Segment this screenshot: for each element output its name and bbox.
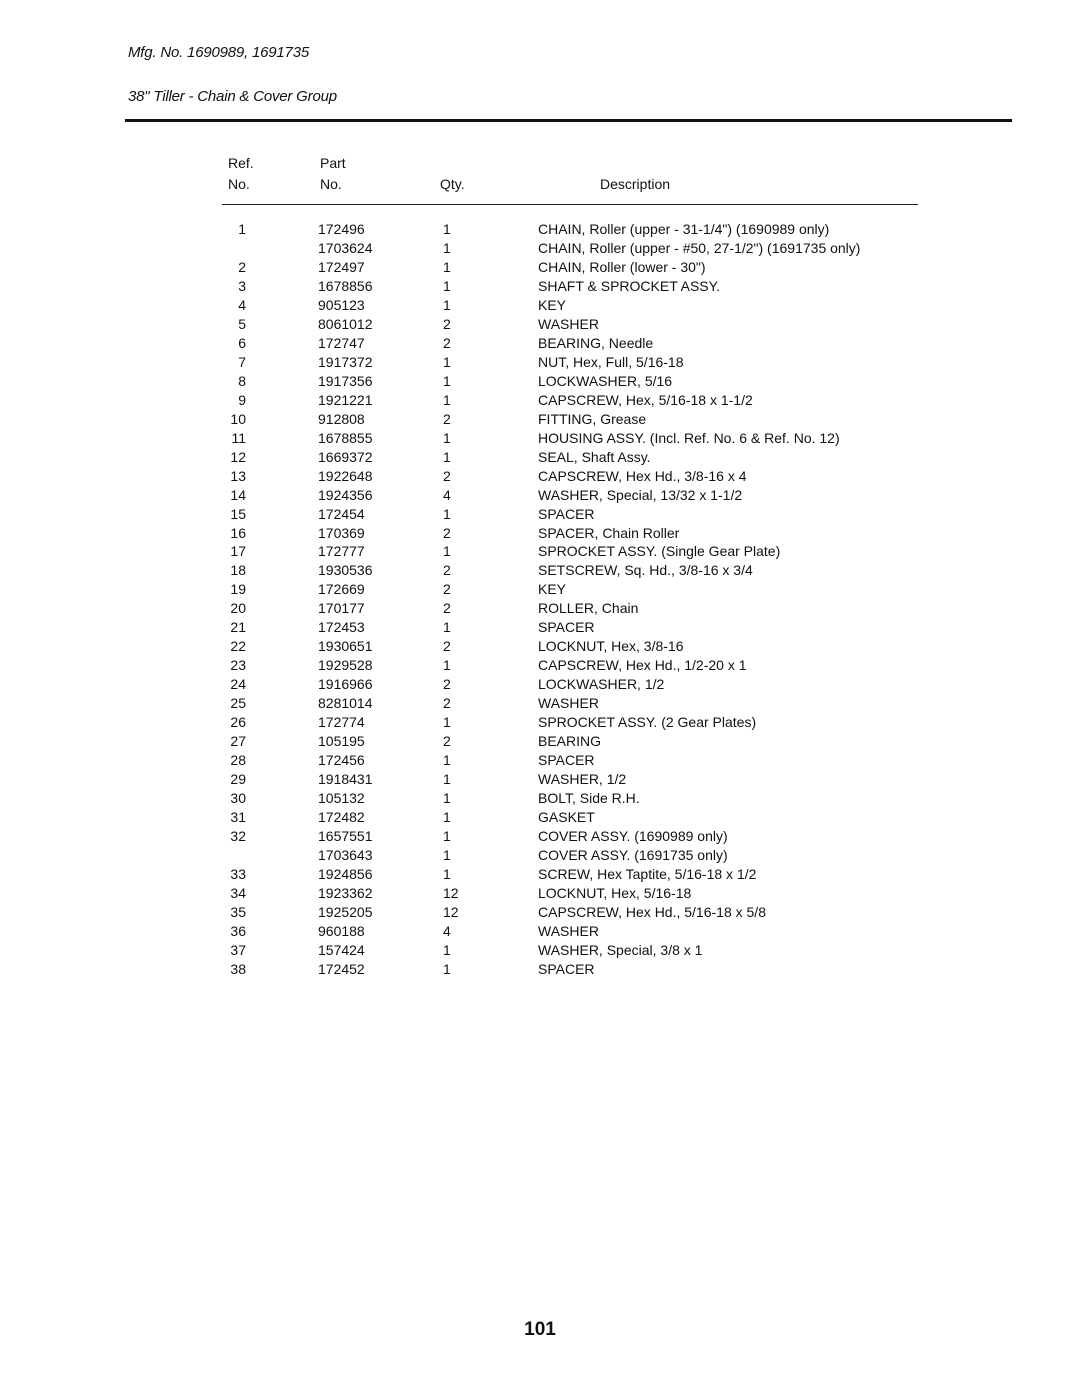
part-number-cell: 172747 <box>318 334 365 351</box>
part-number-cell: 1916966 <box>318 676 373 693</box>
part-number-cell: 172456 <box>318 752 365 769</box>
ref-cell: 15 <box>230 505 246 522</box>
qty-cell: 2 <box>443 334 451 351</box>
ref-cell: 26 <box>230 714 246 731</box>
col-description-label: Description <box>600 176 671 192</box>
header-rule <box>125 119 1012 122</box>
description-cell: SHAFT & SPROCKET ASSY. <box>538 277 721 294</box>
qty-cell: 1 <box>443 752 451 769</box>
description-cell: CHAIN, Roller (upper - 31-1/4") (1690989 only) <box>538 221 830 237</box>
qty-cell: 1 <box>443 372 451 389</box>
ref-cell: 20 <box>230 600 246 617</box>
description-cell: CAPSCREW, Hex Hd., 1/2-20 x 1 <box>538 657 747 674</box>
part-number-cell: 105195 <box>318 733 365 750</box>
table-row <box>0 372 1080 391</box>
table-row <box>0 486 1080 505</box>
part-number-cell: 172482 <box>318 809 365 826</box>
ref-cell: 21 <box>230 619 246 636</box>
qty-cell: 1 <box>443 505 451 522</box>
part-number-cell: 172669 <box>318 581 365 598</box>
qty-cell: 4 <box>443 486 451 503</box>
col-qty-label: Qty. <box>440 176 465 192</box>
ref-cell: 16 <box>230 524 246 541</box>
part-number-cell: 1657551 <box>318 828 373 845</box>
ref-cell: 7 <box>238 353 246 370</box>
part-number-cell: 1703643 <box>318 847 373 863</box>
ref-cell: 8 <box>238 372 246 389</box>
ref-cell: 36 <box>230 922 246 939</box>
qty-cell: 1 <box>443 771 451 788</box>
table-row <box>0 941 1080 960</box>
qty-cell: 2 <box>443 733 451 750</box>
part-number-cell: 172496 <box>318 221 365 237</box>
table-row <box>0 524 1080 543</box>
part-number-cell: 1925205 <box>318 903 373 920</box>
table-row <box>0 770 1080 789</box>
table-row <box>0 296 1080 315</box>
table-header-divider <box>222 204 918 205</box>
description-cell: GASKET <box>538 809 595 826</box>
description-cell: SPROCKET ASSY. (2 Gear Plates) <box>538 714 757 731</box>
description-cell: NUT, Hex, Full, 5/16-18 <box>538 353 684 370</box>
table-row <box>0 391 1080 410</box>
part-number-cell: 1918431 <box>318 771 373 788</box>
qty-cell: 1 <box>443 828 451 845</box>
col-ref-label: Ref. <box>228 155 254 171</box>
table-row <box>0 542 1080 561</box>
part-number-cell: 1703624 <box>318 239 373 256</box>
ref-cell: 14 <box>230 486 246 503</box>
qty-cell: 2 <box>443 467 451 484</box>
qty-cell: 1 <box>443 790 451 807</box>
part-number-cell: 8281014 <box>318 695 373 712</box>
table-row <box>0 732 1080 751</box>
qty-cell: 1 <box>443 543 451 560</box>
qty-cell: 2 <box>443 315 451 332</box>
qty-cell: 1 <box>443 221 451 237</box>
part-number-cell: 1923362 <box>318 884 373 901</box>
qty-cell: 1 <box>443 941 451 958</box>
description-cell: LOCKNUT, Hex, 5/16-18 <box>538 884 692 901</box>
ref-cell: 2 <box>238 258 246 275</box>
table-row <box>0 789 1080 808</box>
part-number-cell: 1930536 <box>318 562 373 579</box>
description-cell: LOCKWASHER, 1/2 <box>538 676 665 693</box>
qty-cell: 1 <box>443 277 451 294</box>
qty-cell: 2 <box>443 676 451 693</box>
description-cell: WASHER <box>538 695 599 712</box>
table-row <box>0 618 1080 637</box>
table-row <box>0 903 1080 922</box>
part-number-cell: 1917356 <box>318 372 373 389</box>
description-cell: WASHER, Special, 13/32 x 1-1/2 <box>538 486 743 503</box>
description-cell: FITTING, Grease <box>538 410 647 427</box>
table-row <box>0 258 1080 277</box>
table-row <box>0 277 1080 296</box>
part-number-cell: 912808 <box>318 410 365 427</box>
table-row <box>0 315 1080 334</box>
part-number-cell: 172774 <box>318 714 365 731</box>
table-row <box>0 429 1080 448</box>
description-cell: SPACER <box>538 752 595 769</box>
qty-cell: 1 <box>443 619 451 636</box>
ref-cell: 18 <box>230 562 246 579</box>
table-row <box>0 220 1080 239</box>
col-part-label: Part <box>320 155 346 171</box>
ref-cell: 4 <box>238 296 246 313</box>
ref-cell: 17 <box>230 543 246 560</box>
part-number-cell: 1929528 <box>318 657 373 674</box>
ref-cell: 9 <box>238 391 246 408</box>
table-row <box>0 448 1080 467</box>
qty-cell: 2 <box>443 600 451 617</box>
description-cell: BOLT, Side R.H. <box>538 790 640 807</box>
description-cell: WASHER <box>538 922 599 939</box>
table-row <box>0 827 1080 846</box>
part-number-cell: 157424 <box>318 941 365 958</box>
table-row <box>0 410 1080 429</box>
part-number-cell: 1922648 <box>318 467 373 484</box>
qty-cell: 1 <box>443 239 451 256</box>
part-number-cell: 172452 <box>318 960 365 977</box>
qty-cell: 1 <box>443 296 451 313</box>
description-cell: HOUSING ASSY. (Incl. Ref. No. 6 & Ref. No. 12) <box>538 429 840 446</box>
table-row <box>0 960 1080 979</box>
table-row <box>0 239 1080 258</box>
qty-cell: 1 <box>443 391 451 408</box>
description-cell: CHAIN, Roller (upper - #50, 27-1/2") (1691735 only) <box>538 239 861 256</box>
ref-cell: 27 <box>230 733 246 750</box>
description-cell: SPACER <box>538 619 595 636</box>
table-row <box>0 751 1080 770</box>
description-cell: CAPSCREW, Hex Hd., 3/8-16 x 4 <box>538 467 747 484</box>
description-cell: KEY <box>538 581 567 598</box>
table-row <box>0 884 1080 903</box>
description-cell: SPACER <box>538 960 595 977</box>
ref-cell: 22 <box>230 638 246 655</box>
part-number-cell: 960188 <box>318 922 365 939</box>
description-cell: CHAIN, Roller (lower - 30") <box>538 258 706 275</box>
part-number-cell: 1917372 <box>318 353 373 370</box>
part-number-cell: 170177 <box>318 600 365 617</box>
qty-cell: 2 <box>443 695 451 712</box>
qty-cell: 1 <box>443 657 451 674</box>
ref-cell: 10 <box>230 410 246 427</box>
description-cell: WASHER, Special, 3/8 x 1 <box>538 941 703 958</box>
qty-cell: 2 <box>443 524 451 541</box>
table-row <box>0 334 1080 353</box>
part-number-cell: 105132 <box>318 790 365 807</box>
description-cell: SPACER <box>538 505 595 522</box>
qty-cell: 2 <box>443 410 451 427</box>
description-cell: COVER ASSY. (1690989 only) <box>538 828 728 845</box>
qty-cell: 1 <box>443 865 451 882</box>
part-number-cell: 1924356 <box>318 486 373 503</box>
ref-cell: 38 <box>230 960 246 977</box>
ref-cell: 24 <box>230 676 246 693</box>
part-number-cell: 1921221 <box>318 391 373 408</box>
part-number-cell: 172453 <box>318 619 365 636</box>
ref-cell: 34 <box>230 884 246 901</box>
ref-cell: 30 <box>230 790 246 807</box>
ref-cell: 35 <box>230 903 246 920</box>
part-number-cell: 172777 <box>318 543 365 560</box>
table-row <box>0 353 1080 372</box>
table-row <box>0 922 1080 941</box>
part-number-cell: 8061012 <box>318 315 373 332</box>
qty-cell: 2 <box>443 581 451 598</box>
table-row <box>0 467 1080 486</box>
description-cell: CAPSCREW, Hex Hd., 5/16-18 x 5/8 <box>538 903 766 920</box>
qty-cell: 12 <box>443 884 459 901</box>
table-row <box>0 694 1080 713</box>
col-ref-label-no: No. <box>228 176 250 192</box>
description-cell: SETSCREW, Sq. Hd., 3/8-16 x 3/4 <box>538 562 753 579</box>
qty-cell: 1 <box>443 258 451 275</box>
mfg-number-heading: Mfg. No. 1690989, 1691735 <box>128 44 309 61</box>
part-number-cell: 170369 <box>318 524 365 541</box>
table-row <box>0 656 1080 675</box>
ref-cell: 5 <box>238 315 246 332</box>
part-number-cell: 1930651 <box>318 638 373 655</box>
ref-cell: 33 <box>230 865 246 882</box>
table-row <box>0 846 1080 865</box>
part-number-cell: 172497 <box>318 258 365 275</box>
part-number-cell: 172454 <box>318 505 365 522</box>
table-row <box>0 505 1080 524</box>
qty-cell: 2 <box>443 562 451 579</box>
page-number: 101 <box>524 1319 556 1340</box>
part-number-cell: 1678855 <box>318 429 373 446</box>
description-cell: LOCKNUT, Hex, 3/8-16 <box>538 638 684 655</box>
ref-cell: 19 <box>230 581 246 598</box>
qty-cell: 1 <box>443 809 451 826</box>
ref-cell: 31 <box>230 809 246 826</box>
description-cell: CAPSCREW, Hex, 5/16-18 x 1-1/2 <box>538 391 753 408</box>
description-cell: KEY <box>538 296 567 313</box>
qty-cell: 1 <box>443 353 451 370</box>
table-row <box>0 713 1080 732</box>
description-cell: WASHER, 1/2 <box>538 771 627 788</box>
qty-cell: 1 <box>443 429 451 446</box>
ref-cell: 12 <box>230 448 246 465</box>
qty-cell: 1 <box>443 448 451 465</box>
description-cell: LOCKWASHER, 5/16 <box>538 372 673 389</box>
group-title: 38" Tiller - Chain & Cover Group <box>128 88 337 105</box>
table-row <box>0 599 1080 618</box>
qty-cell: 4 <box>443 922 451 939</box>
description-cell: COVER ASSY. (1691735 only) <box>538 847 728 863</box>
part-number-cell: 1924856 <box>318 865 373 882</box>
qty-cell: 1 <box>443 960 451 977</box>
table-row <box>0 675 1080 694</box>
description-cell: ROLLER, Chain <box>538 600 639 617</box>
ref-cell: 28 <box>230 752 246 769</box>
ref-cell: 1 <box>238 221 246 237</box>
ref-cell: 3 <box>238 277 246 294</box>
qty-cell: 1 <box>443 714 451 731</box>
ref-cell: 25 <box>230 695 246 712</box>
ref-cell: 11 <box>231 429 246 446</box>
description-cell: BEARING, Needle <box>538 334 654 351</box>
table-row <box>0 580 1080 599</box>
ref-cell: 29 <box>230 771 246 788</box>
ref-cell: 37 <box>230 941 246 958</box>
description-cell: SPROCKET ASSY. (Single Gear Plate) <box>538 543 781 560</box>
ref-cell: 32 <box>230 828 246 845</box>
table-row <box>0 637 1080 656</box>
qty-cell: 1 <box>443 847 451 863</box>
table-row <box>0 865 1080 884</box>
table-row <box>0 808 1080 827</box>
part-number-cell: 1678856 <box>318 277 373 294</box>
description-cell: WASHER <box>538 315 599 332</box>
col-part-label-no: No. <box>320 176 342 192</box>
part-number-cell: 905123 <box>318 296 365 313</box>
qty-cell: 2 <box>443 638 451 655</box>
qty-cell: 12 <box>443 903 459 920</box>
part-number-cell: 1669372 <box>318 448 373 465</box>
description-cell: SCREW, Hex Taptite, 5/16-18 x 1/2 <box>538 865 757 882</box>
table-row <box>0 561 1080 580</box>
ref-cell: 6 <box>238 334 246 351</box>
ref-cell: 23 <box>230 657 246 674</box>
description-cell: SPACER, Chain Roller <box>538 524 680 541</box>
description-cell: SEAL, Shaft Assy. <box>538 448 651 465</box>
description-cell: BEARING <box>538 733 602 750</box>
ref-cell: 13 <box>230 467 246 484</box>
